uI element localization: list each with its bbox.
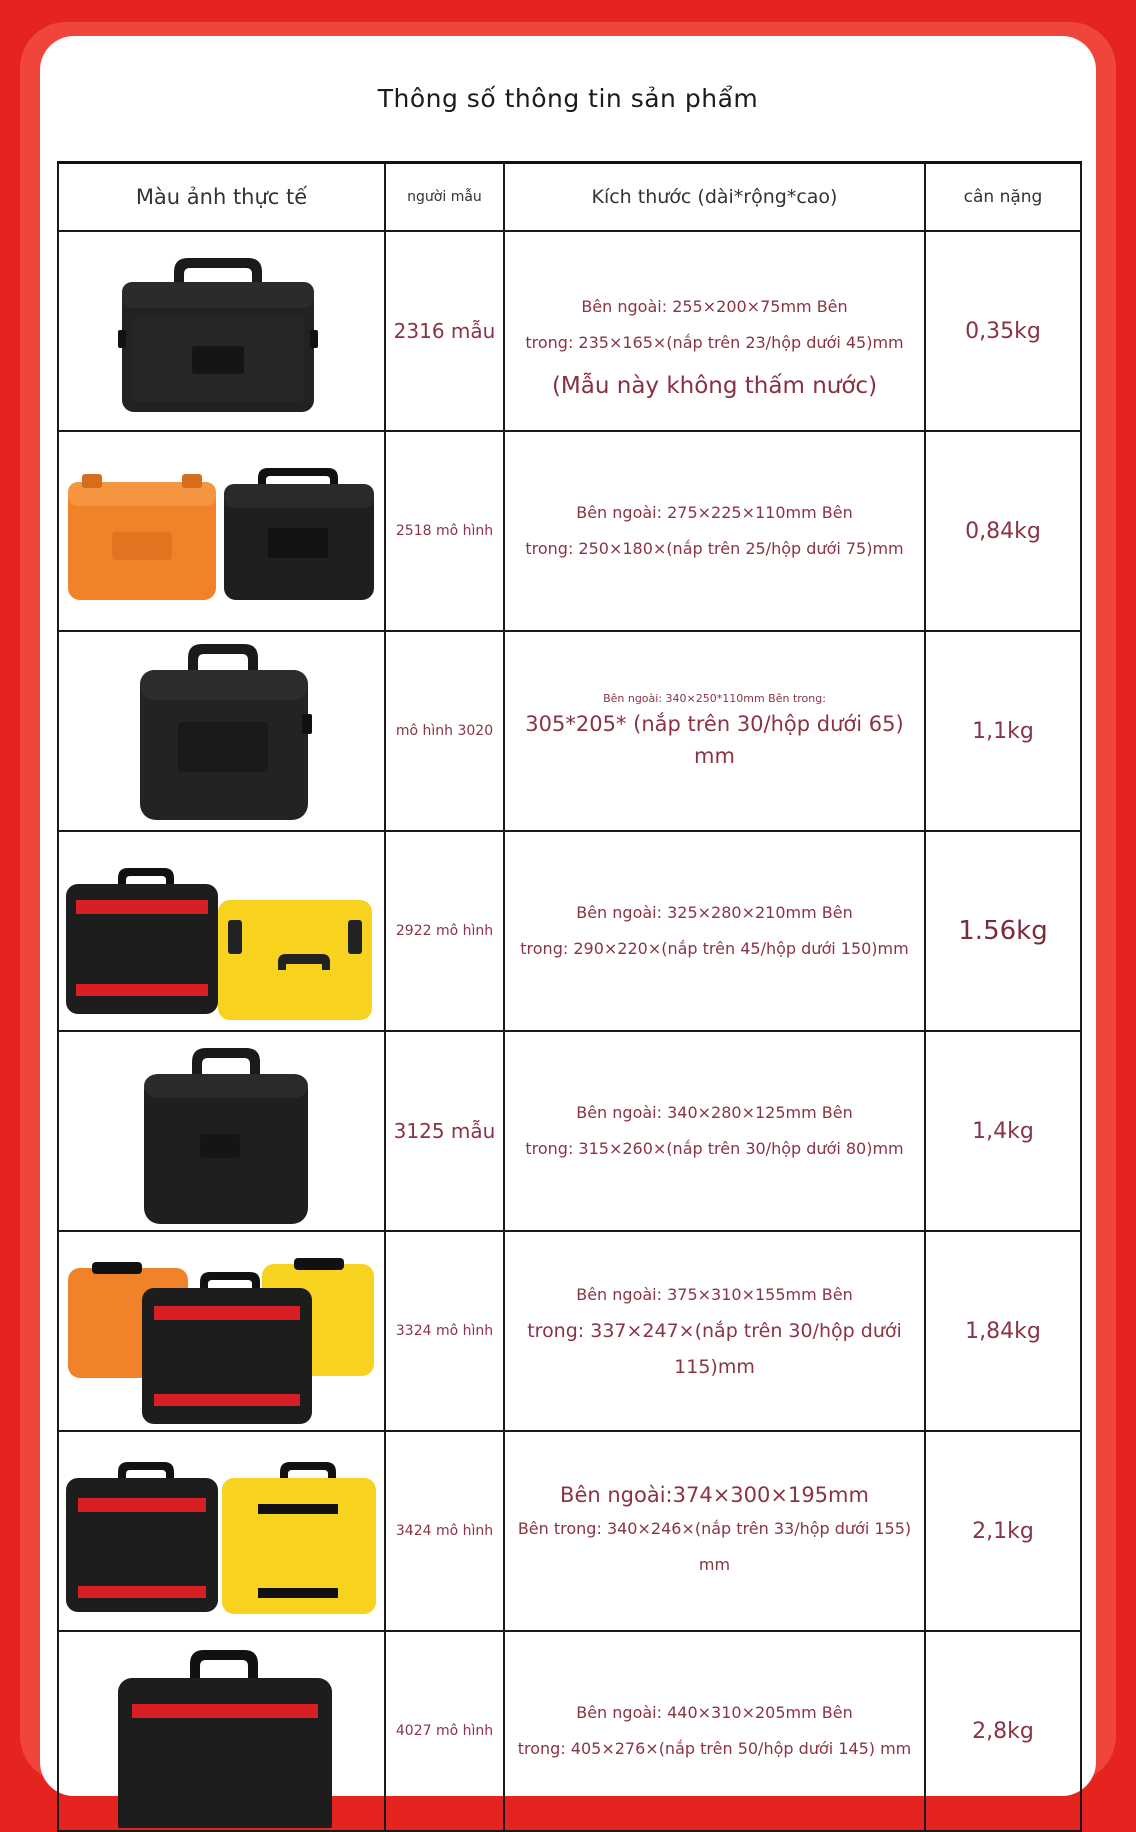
- weight-cell: 1,1kg: [925, 631, 1081, 831]
- size-outer: Bên ngoài: 340×250*110mm Bên trong:: [603, 692, 826, 705]
- photo-cell: [58, 1631, 385, 1831]
- size-inner: trong: 337×247×(nắp trên 30/hộp dưới 115)mm: [527, 1320, 902, 1378]
- weight-cell: 1.56kg: [925, 831, 1081, 1031]
- size-cell: [504, 1231, 925, 1431]
- size-cell: [504, 431, 925, 631]
- black-red-case-image: [66, 868, 218, 1014]
- model-cell: mô hình 3020: [385, 631, 504, 831]
- table-row: [58, 1631, 1081, 1831]
- size-outer: Bên ngoài:374×300×195mm: [560, 1483, 869, 1507]
- weight-cell: 1,4kg: [925, 1031, 1081, 1231]
- black-red-case-image: [66, 1462, 218, 1612]
- size-inner: trong: 290×220×(nắp trên 45/hộp dưới 150)mm: [520, 939, 909, 958]
- size-outer: Bên ngoài: 375×310×155mm Bên: [576, 1285, 853, 1304]
- size-inner: trong: 405×276×(nắp trên 50/hộp dưới 145) mm: [517, 1739, 912, 1758]
- model-cell: 2922 mô hình: [385, 831, 504, 1031]
- size-inner: trong: 250×180×(nắp trên 25/hộp dưới 75)mm: [525, 539, 904, 558]
- model-cell: 2518 mô hình: [385, 431, 504, 631]
- yellow-case-image: [222, 1462, 376, 1614]
- photo-cell: [58, 831, 385, 1031]
- table-row: [58, 1231, 1081, 1431]
- photo-cell: [58, 1231, 385, 1431]
- header-photo: Màu ảnh thực tế: [58, 163, 385, 232]
- header-weight: cân nặng: [925, 163, 1081, 232]
- header-model: người mẫu: [385, 163, 504, 232]
- size-inner: trong: 235×165×(nắp trên 23/hộp dưới 45)mm: [525, 333, 904, 352]
- table-row: [58, 1031, 1081, 1231]
- product-photo: [62, 1634, 382, 1828]
- black-case-image: [144, 1048, 308, 1224]
- size-cell: [504, 1431, 925, 1631]
- size-outer: Bên ngoài: 255×200×75mm Bên: [581, 297, 848, 316]
- product-photo: [62, 1234, 382, 1428]
- waterproof-note: (Mẫu này không thấm nước): [551, 373, 878, 399]
- size-outer: Bên ngoài: 325×280×210mm Bên: [576, 903, 853, 922]
- table-row: [58, 231, 1081, 431]
- header-size: Kích thước (dài*rộng*cao): [504, 163, 925, 232]
- size-outer: Bên ngoài: 340×280×125mm Bên: [576, 1103, 853, 1122]
- black-case-image: [224, 468, 374, 600]
- photo-cell: [58, 431, 385, 631]
- weight-cell: 2,8kg: [925, 1631, 1081, 1831]
- size-cell: [504, 631, 925, 831]
- size-outer: Bên ngoài: 275×225×110mm Bên: [576, 503, 853, 522]
- photo-cell: [58, 631, 385, 831]
- size-inner: Bên trong: 340×246×(nắp trên 33/hộp dưới 155) mm: [517, 1519, 912, 1574]
- product-photo: [62, 234, 382, 428]
- model-cell: 3125 mẫu: [385, 1031, 504, 1231]
- black-case-image: [140, 644, 312, 820]
- yellow-case-image: [218, 900, 372, 1020]
- size-outer: Bên ngoài: 440×310×205mm Bên: [576, 1703, 853, 1722]
- model-cell: 2316 mẫu: [385, 231, 504, 431]
- product-photo: [62, 634, 382, 828]
- size-cell: [504, 831, 925, 1031]
- size-inner: 305*205* (nắp trên 30/hộp dưới 65) mm: [525, 712, 904, 768]
- product-photo: [62, 1434, 382, 1628]
- model-cell: 3424 mô hình: [385, 1431, 504, 1631]
- page-title: Thông số thông tin sản phẩm: [377, 84, 759, 113]
- weight-cell: 0,35kg: [925, 231, 1081, 431]
- photo-cell: [58, 1431, 385, 1631]
- size-cell: [504, 231, 925, 431]
- model-cell: 4027 mô hình: [385, 1631, 504, 1831]
- product-photo: [62, 434, 382, 628]
- product-photo: [62, 834, 382, 1028]
- table-header-row: [58, 163, 1081, 232]
- table-row: [58, 631, 1081, 831]
- orange-case-image: [68, 474, 216, 600]
- weight-cell: 0,84kg: [925, 431, 1081, 631]
- size-cell: [504, 1631, 925, 1831]
- weight-cell: 2,1kg: [925, 1431, 1081, 1631]
- product-photo: [62, 1034, 382, 1228]
- weight-cell: 1,84kg: [925, 1231, 1081, 1431]
- size-inner: trong: 315×260×(nắp trên 30/hộp dưới 80)mm: [525, 1139, 904, 1158]
- black-red-case-image: [142, 1272, 312, 1424]
- table-row: [58, 431, 1081, 631]
- photo-cell: [58, 1031, 385, 1231]
- size-cell: [504, 1031, 925, 1231]
- black-case-image: [118, 258, 318, 412]
- table-row: [58, 831, 1081, 1031]
- table-row: [58, 1431, 1081, 1631]
- spec-table: [57, 161, 1082, 1832]
- photo-cell: [58, 231, 385, 431]
- model-cell: 3324 mô hình: [385, 1231, 504, 1431]
- black-red-case-image: [118, 1650, 332, 1828]
